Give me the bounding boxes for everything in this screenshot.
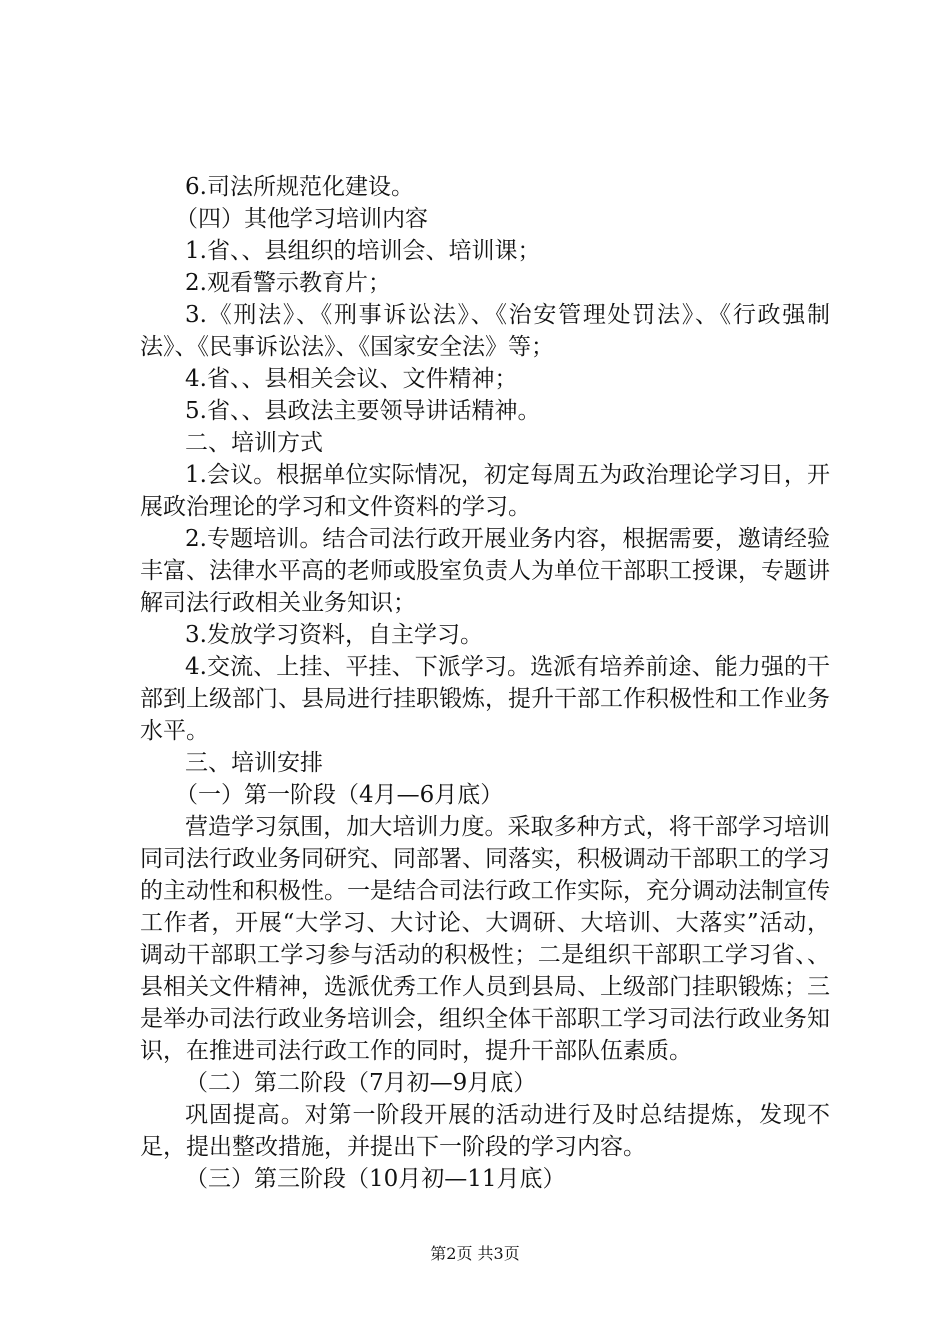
paragraph: 二、培训方式 — [185, 430, 323, 456]
paragraph: 1.会议。根据单位实际情况，初定每周五为政治理论学习日，开展政治理论的学习和文件资料的学习。 — [140, 462, 830, 520]
paragraph: 3.《刑法》、《刑事诉讼法》、《治安管理处罚法》、《行政强制法》、《民事诉讼法》、《国家安全法》等； — [140, 302, 830, 360]
paragraph: 3.发放学习资料，自主学习。 — [185, 622, 483, 648]
paragraph: 6.司法所规范化建设。 — [185, 174, 414, 200]
paragraph: （三）第三阶段（10月初—11月底） — [185, 1166, 566, 1192]
paragraph: （一）第一阶段（4月—6月底） — [175, 782, 504, 808]
paragraph: （四）其他学习培训内容 — [175, 206, 428, 232]
paragraph: 2.观看警示教育片； — [185, 270, 391, 296]
paragraph: 巩固提高。对第一阶段开展的活动进行及时总结提炼，发现不足，提出整改措施，并提出下一阶段的学习内容。 — [140, 1102, 830, 1160]
paragraph: 1.省、、县组织的培训会、培训课； — [185, 238, 541, 264]
page-footer: 第2页 共3页 — [430, 1244, 520, 1263]
paragraph: 三、培训安排 — [185, 750, 323, 776]
paragraph: 4.省、、县相关会议、文件精神； — [185, 366, 518, 392]
paragraph: 5.省、、县政法主要领导讲话精神。 — [185, 398, 541, 424]
paragraph: 2.专题培训。结合司法行政开展业务内容，根据需要，邀请经验丰富、法律水平高的老师或股室负责人为单位干部职工授课，专题讲解司法行政相关业务知识； — [140, 526, 830, 616]
paragraph: （二）第二阶段（7月初—9月底） — [185, 1070, 537, 1096]
paragraph: 4.交流、上挂、平挂、下派学习。选派有培养前途、能力强的干部到上级部门、县局进行挂职锻炼，提升干部工作积极性和工作业务水平。 — [140, 654, 830, 744]
paragraph: 营造学习氛围，加大培训力度。采取多种方式，将干部学习培训同司法行政业务同研究、同部署、同落实，积极调动干部职工的学习的主动性和积极性。一是结合司法行政工作实际，充分调动法制宣传工作者，开展“大学习、大讨论、大调研、大培训、大落实”活动，调动干部职工学习参与活动的积极性；二是组织干部职工学习省、、县相关文件精神，选派优秀工作人员到县局、上级部门挂职锻炼；三是举办司法行政业务培训会，组织全体干部职工学习司法行政业务知识，在推进司法行政工作的同时，提升干部队伍素质。 — [140, 814, 830, 1064]
document-body — [140, 171, 830, 1195]
